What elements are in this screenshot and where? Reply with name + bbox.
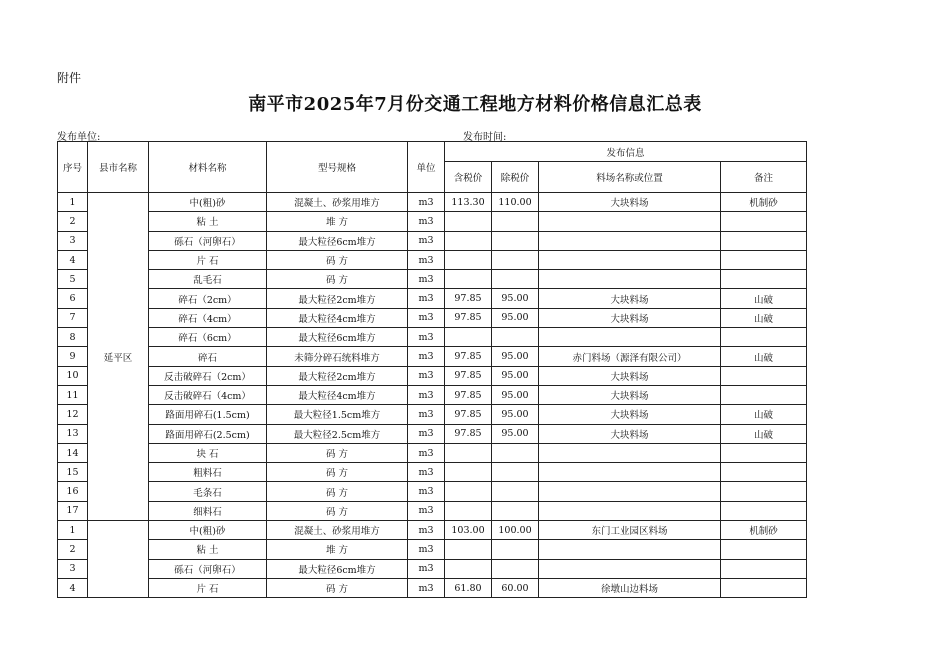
price-notax-cell (492, 270, 539, 289)
seq-cell: 10 (58, 366, 88, 385)
spec-cell: 最大粒径2.5cm堆方 (267, 424, 408, 443)
header-seq: 序号 (58, 142, 88, 193)
yard-cell (539, 250, 721, 269)
unit-cell: m3 (408, 308, 445, 327)
price-notax-cell (492, 328, 539, 347)
price-tax-cell (445, 270, 492, 289)
spec-cell: 混凝土、砂浆用堆方 (267, 193, 408, 212)
material-cell: 路面用碎石(2.5cm) (149, 424, 267, 443)
header-price-tax: 含税价 (445, 162, 492, 193)
material-cell: 毛条石 (149, 482, 267, 501)
spec-cell: 码 方 (267, 482, 408, 501)
table-row (58, 270, 807, 289)
remark-cell (721, 385, 807, 404)
unit-cell: m3 (408, 270, 445, 289)
spec-cell: 最大粒径6cm堆方 (267, 231, 408, 250)
spec-cell: 码 方 (267, 578, 408, 597)
material-cell: 碎石 (149, 347, 267, 366)
seq-cell: 8 (58, 328, 88, 347)
material-cell: 碎石（6cm） (149, 328, 267, 347)
spec-cell: 码 方 (267, 270, 408, 289)
seq-cell: 14 (58, 443, 88, 462)
price-notax-cell: 95.00 (492, 347, 539, 366)
material-cell: 路面用碎石(1.5cm) (149, 405, 267, 424)
table-row (58, 540, 807, 559)
seq-cell: 2 (58, 540, 88, 559)
unit-cell: m3 (408, 501, 445, 520)
material-cell: 反击破碎石（4cm） (149, 385, 267, 404)
unit-cell: m3 (408, 250, 445, 269)
yard-cell (539, 212, 721, 231)
yard-cell: 大块料场 (539, 193, 721, 212)
seq-cell: 11 (58, 385, 88, 404)
price-tax-cell: 97.85 (445, 366, 492, 385)
table-row (58, 193, 807, 212)
remark-cell (721, 482, 807, 501)
table-row (58, 405, 807, 424)
yard-cell: 大块料场 (539, 424, 721, 443)
header-spec: 型号规格 (267, 142, 408, 193)
yard-cell: 大块料场 (539, 289, 721, 308)
price-tax-cell: 97.85 (445, 424, 492, 443)
spec-cell: 最大粒径4cm堆方 (267, 385, 408, 404)
remark-cell (721, 559, 807, 578)
price-tax-cell (445, 443, 492, 462)
table-row (58, 250, 807, 269)
publish-time-label: 发布时间: (463, 132, 507, 143)
yard-cell: 大块料场 (539, 405, 721, 424)
remark-cell: 机制砂 (721, 193, 807, 212)
seq-cell: 16 (58, 482, 88, 501)
spec-cell: 堆 方 (267, 540, 408, 559)
material-cell: 碎石（4cm） (149, 308, 267, 327)
table-row (58, 443, 807, 462)
table-row (58, 289, 807, 308)
table-row (58, 366, 807, 385)
material-cell: 粘 土 (149, 212, 267, 231)
unit-cell: m3 (408, 559, 445, 578)
spec-cell: 混凝土、砂浆用堆方 (267, 521, 408, 540)
spec-cell: 最大粒径2cm堆方 (267, 289, 408, 308)
price-notax-cell (492, 540, 539, 559)
remark-cell (721, 501, 807, 520)
remark-cell (721, 328, 807, 347)
remark-cell: 山破 (721, 405, 807, 424)
unit-cell: m3 (408, 289, 445, 308)
unit-cell: m3 (408, 193, 445, 212)
publisher-label: 发布单位: (57, 132, 101, 143)
unit-cell: m3 (408, 443, 445, 462)
unit-cell: m3 (408, 212, 445, 231)
price-table (57, 141, 807, 598)
unit-cell: m3 (408, 347, 445, 366)
seq-cell: 1 (58, 193, 88, 212)
yard-cell: 大块料场 (539, 366, 721, 385)
material-cell: 粘 土 (149, 540, 267, 559)
price-notax-cell: 95.00 (492, 405, 539, 424)
seq-cell: 4 (58, 578, 88, 597)
price-tax-cell: 97.85 (445, 289, 492, 308)
yard-cell (539, 482, 721, 501)
price-tax-cell: 103.00 (445, 521, 492, 540)
yard-cell: 大块料场 (539, 385, 721, 404)
header-unit: 单位 (408, 142, 445, 193)
price-notax-cell: 95.00 (492, 424, 539, 443)
price-tax-cell: 113.30 (445, 193, 492, 212)
price-tax-cell: 97.85 (445, 405, 492, 424)
price-notax-cell (492, 559, 539, 578)
header-release-info: 发布信息 (445, 142, 807, 162)
yard-cell (539, 328, 721, 347)
price-tax-cell: 97.85 (445, 347, 492, 366)
price-notax-cell: 60.00 (492, 578, 539, 597)
header-yard: 料场名称或位置 (539, 162, 721, 193)
spec-cell: 最大粒径2cm堆方 (267, 366, 408, 385)
spec-cell: 码 方 (267, 443, 408, 462)
seq-cell: 13 (58, 424, 88, 443)
material-cell: 片 石 (149, 578, 267, 597)
price-tax-cell (445, 328, 492, 347)
spec-cell: 码 方 (267, 463, 408, 482)
price-notax-cell (492, 482, 539, 501)
seq-cell: 2 (58, 212, 88, 231)
yard-cell: 大块料场 (539, 308, 721, 327)
spec-cell: 最大粒径1.5cm堆方 (267, 405, 408, 424)
table-row (58, 212, 807, 231)
material-cell: 乱毛石 (149, 270, 267, 289)
price-tax-cell: 97.85 (445, 308, 492, 327)
remark-cell (721, 270, 807, 289)
yard-cell (539, 559, 721, 578)
price-notax-cell: 95.00 (492, 308, 539, 327)
remark-cell: 山破 (721, 289, 807, 308)
unit-cell: m3 (408, 540, 445, 559)
price-tax-cell (445, 463, 492, 482)
material-cell: 中(粗)砂 (149, 193, 267, 212)
price-tax-cell (445, 231, 492, 250)
table-row (58, 501, 807, 520)
table-row (58, 347, 807, 366)
seq-cell: 7 (58, 308, 88, 327)
table-body (58, 193, 807, 598)
unit-cell: m3 (408, 463, 445, 482)
header-county: 县市名称 (88, 142, 149, 193)
table-row (58, 482, 807, 501)
header-price-notax: 除税价 (492, 162, 539, 193)
seq-cell: 1 (58, 521, 88, 540)
table-row (58, 521, 807, 540)
seq-cell: 4 (58, 250, 88, 269)
price-notax-cell: 95.00 (492, 366, 539, 385)
spec-cell: 未筛分碎石统料堆方 (267, 347, 408, 366)
price-tax-cell (445, 212, 492, 231)
seq-cell: 5 (58, 270, 88, 289)
material-cell: 块 石 (149, 443, 267, 462)
price-notax-cell (492, 250, 539, 269)
table-row (58, 463, 807, 482)
price-notax-cell (492, 443, 539, 462)
county-cell: 延平区 (88, 193, 149, 521)
remark-cell (721, 212, 807, 231)
seq-cell: 17 (58, 501, 88, 520)
price-notax-cell: 110.00 (492, 193, 539, 212)
material-cell: 片 石 (149, 250, 267, 269)
seq-cell: 6 (58, 289, 88, 308)
seq-cell: 12 (58, 405, 88, 424)
unit-cell: m3 (408, 366, 445, 385)
yard-cell: 东门工业园区料场 (539, 521, 721, 540)
page-title: 南平市2025年7月份交通工程地方材料价格信息汇总表 (248, 94, 702, 115)
price-notax-cell: 95.00 (492, 289, 539, 308)
unit-cell: m3 (408, 482, 445, 501)
remark-cell: 机制砂 (721, 521, 807, 540)
spec-cell: 堆 方 (267, 212, 408, 231)
yard-cell (539, 231, 721, 250)
material-cell: 砾石（河卵石） (149, 231, 267, 250)
price-tax-cell (445, 482, 492, 501)
price-notax-cell (492, 212, 539, 231)
seq-cell: 3 (58, 231, 88, 250)
remark-cell (721, 540, 807, 559)
unit-cell: m3 (408, 385, 445, 404)
table-row (58, 308, 807, 327)
remark-cell: 山破 (721, 424, 807, 443)
unit-cell: m3 (408, 424, 445, 443)
spec-cell: 最大粒径6cm堆方 (267, 559, 408, 578)
table-row (58, 231, 807, 250)
yard-cell (539, 270, 721, 289)
unit-cell: m3 (408, 328, 445, 347)
price-tax-cell (445, 540, 492, 559)
price-notax-cell: 100.00 (492, 521, 539, 540)
table-row (58, 559, 807, 578)
price-tax-cell (445, 501, 492, 520)
spec-cell: 最大粒径4cm堆方 (267, 308, 408, 327)
unit-cell: m3 (408, 578, 445, 597)
price-notax-cell (492, 501, 539, 520)
material-cell: 碎石（2cm） (149, 289, 267, 308)
price-notax-cell: 95.00 (492, 385, 539, 404)
attachment-label: 附件 (57, 71, 82, 85)
material-cell: 粗料石 (149, 463, 267, 482)
remark-cell: 山破 (721, 308, 807, 327)
price-tax-cell: 61.80 (445, 578, 492, 597)
table-row (58, 385, 807, 404)
county-cell (88, 521, 149, 598)
unit-cell: m3 (408, 405, 445, 424)
material-cell: 中(粗)砂 (149, 521, 267, 540)
yard-cell (539, 501, 721, 520)
price-tax-cell (445, 559, 492, 578)
header-remark: 备注 (721, 162, 807, 193)
price-notax-cell (492, 231, 539, 250)
material-cell: 反击破碎石（2cm） (149, 366, 267, 385)
table-row (58, 578, 807, 597)
spec-cell: 码 方 (267, 250, 408, 269)
price-notax-cell (492, 463, 539, 482)
unit-cell: m3 (408, 521, 445, 540)
remark-cell (721, 231, 807, 250)
yard-cell (539, 463, 721, 482)
material-cell: 砾石（河卵石） (149, 559, 267, 578)
remark-cell (721, 366, 807, 385)
spec-cell: 最大粒径6cm堆方 (267, 328, 408, 347)
remark-cell: 山破 (721, 347, 807, 366)
table-row (58, 424, 807, 443)
table-row (58, 328, 807, 347)
yard-cell (539, 540, 721, 559)
header-material: 材料名称 (149, 142, 267, 193)
remark-cell (721, 463, 807, 482)
remark-cell (721, 578, 807, 597)
unit-cell: m3 (408, 231, 445, 250)
remark-cell (721, 443, 807, 462)
remark-cell (721, 250, 807, 269)
price-tax-cell (445, 250, 492, 269)
seq-cell: 9 (58, 347, 88, 366)
price-tax-cell: 97.85 (445, 385, 492, 404)
material-cell: 细料石 (149, 501, 267, 520)
yard-cell: 徐墩山边料场 (539, 578, 721, 597)
yard-cell (539, 443, 721, 462)
seq-cell: 3 (58, 559, 88, 578)
yard-cell: 赤门料场（源泽有限公司） (539, 347, 721, 366)
seq-cell: 15 (58, 463, 88, 482)
spec-cell: 码 方 (267, 501, 408, 520)
